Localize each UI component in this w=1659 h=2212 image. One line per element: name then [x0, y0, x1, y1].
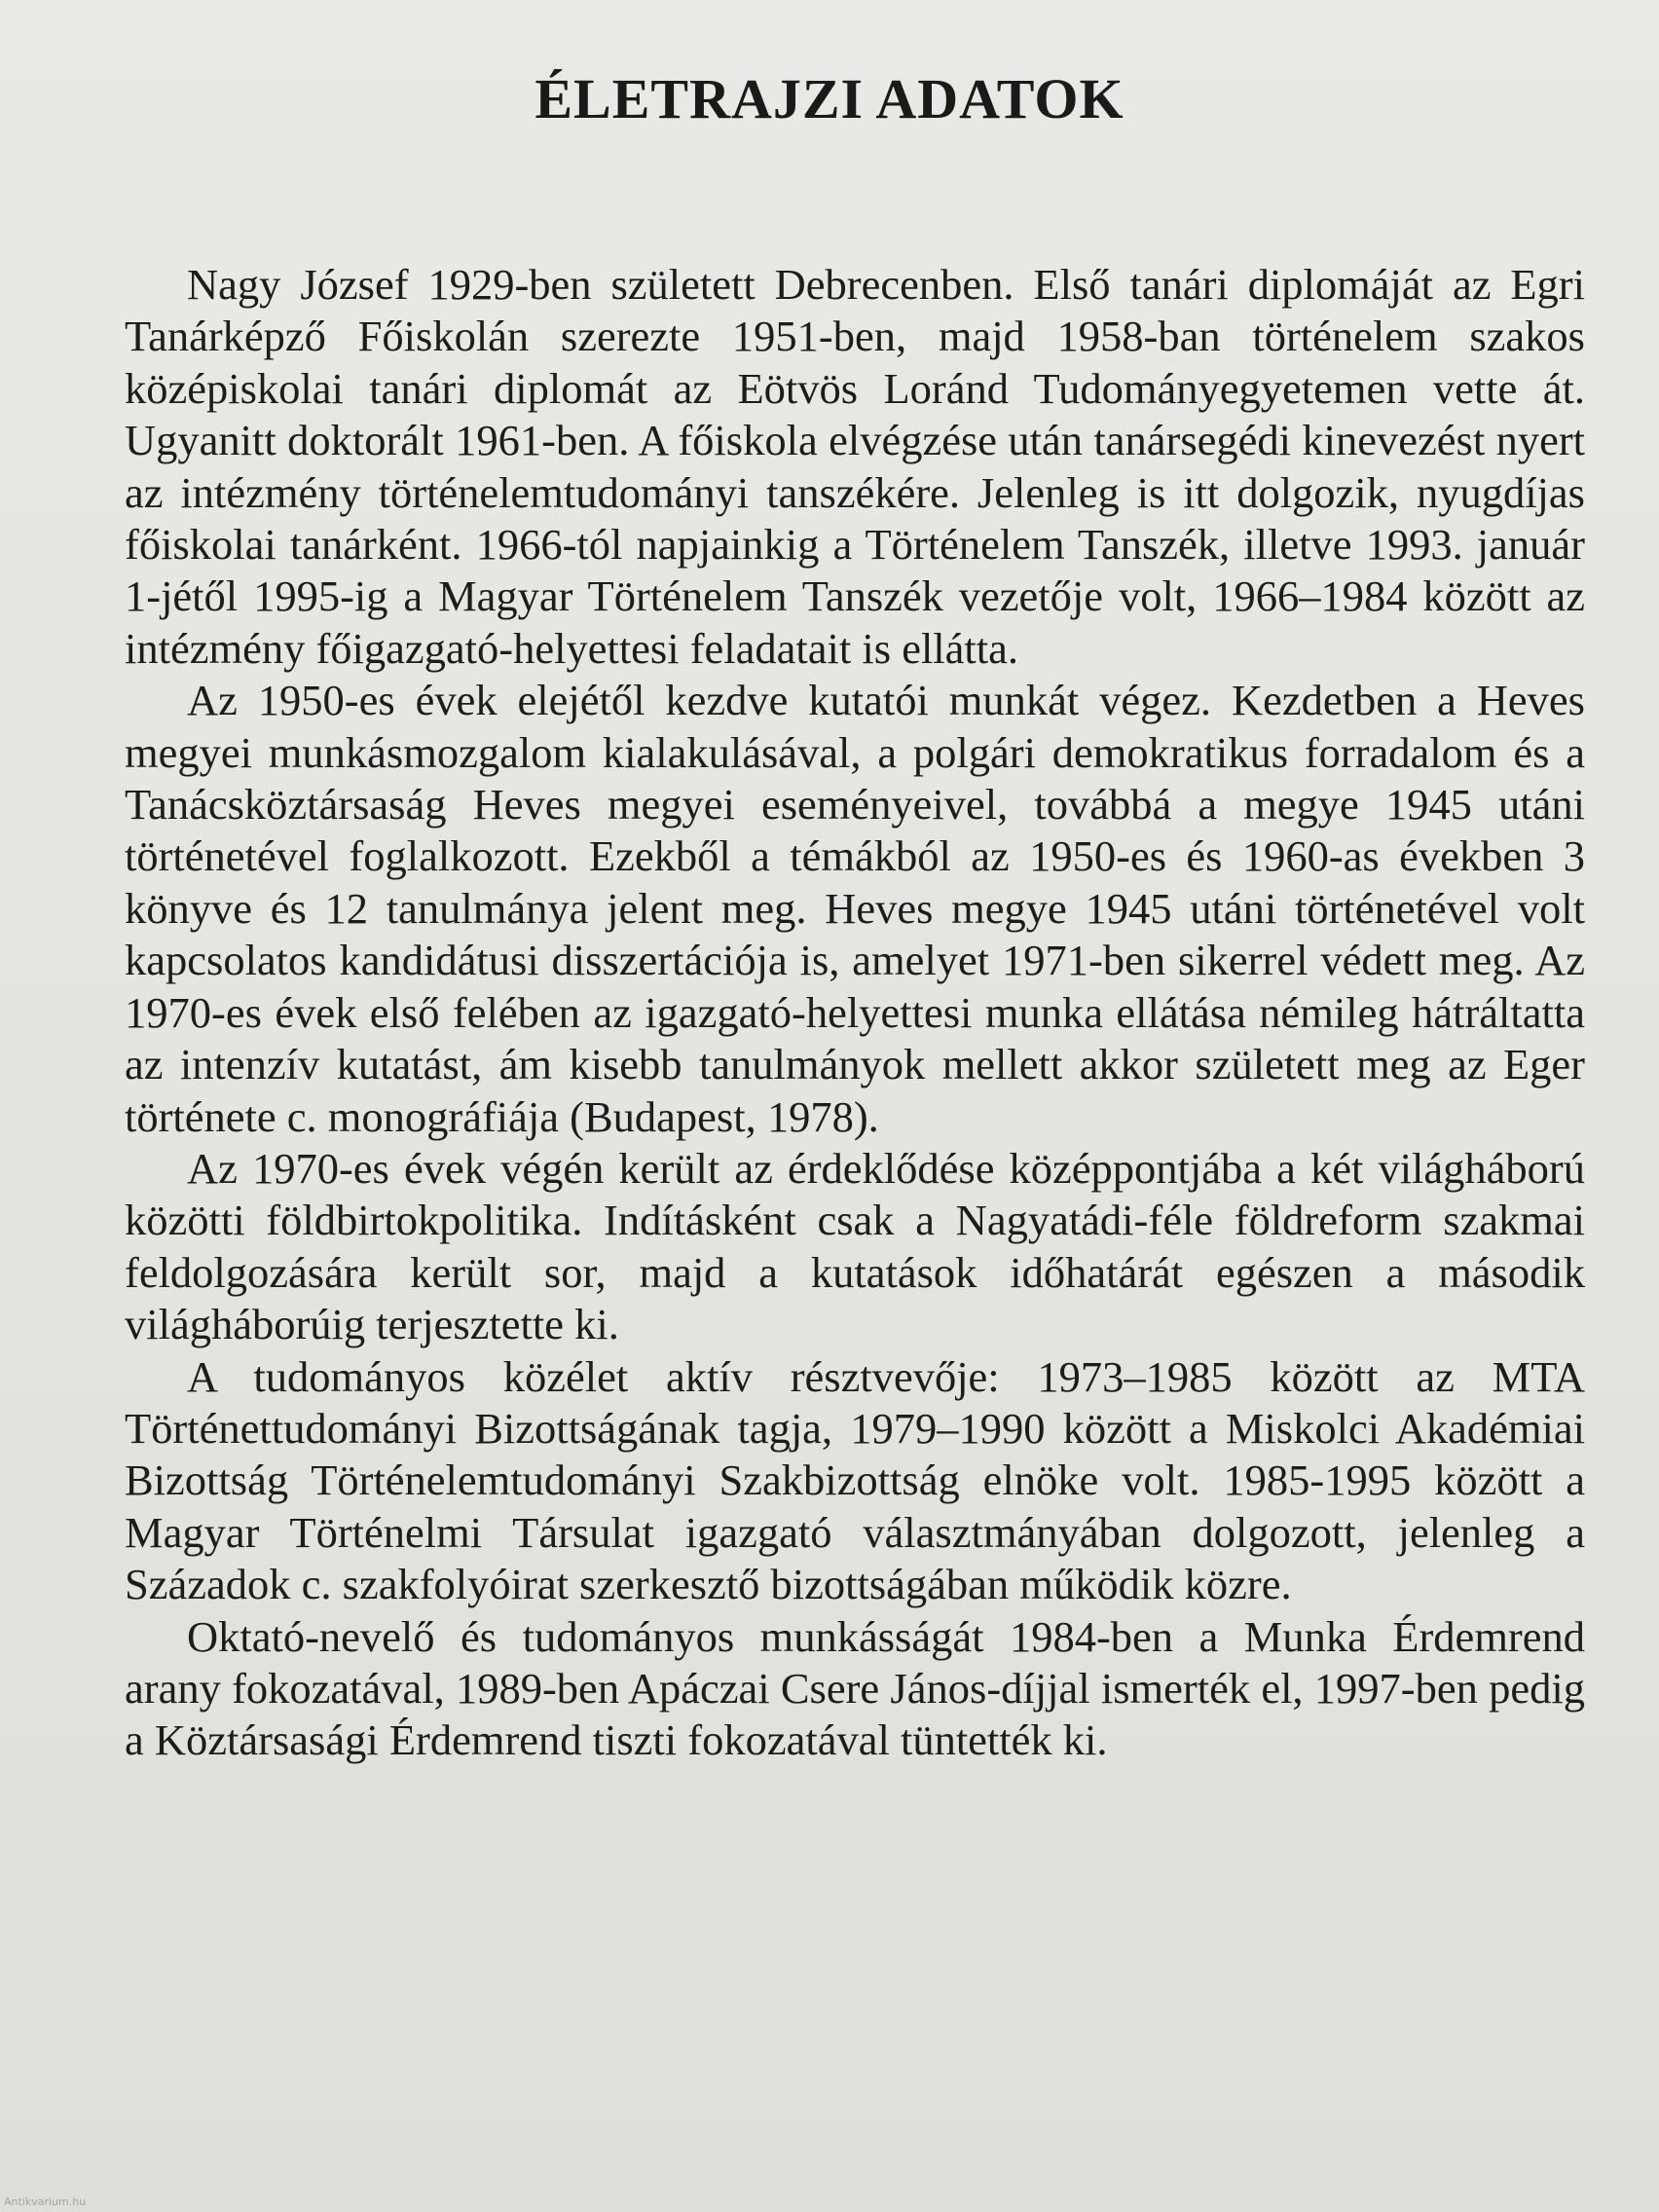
paragraph-biography-intro: Nagy József 1929-ben született Debrecenben. Első tanári diplomáját az Egri Tanárképző Főiskolán szerezte 1951-ben, majd 1958-ban történelem szakos középiskolai tanári diplomát az Eötvös Loránd Tudományegyetemen vette át. Ugyanitt doktorált 1961-ben. A főiskola elvégzése után tanársegédi kinevezést nyert az intézmény történelemtudományi tanszékére. Jelenleg is itt dolgozik, nyugdíjas főiskolai tanárként. 1966-tól napjainkig a Történelem Tanszék, illetve 1993. január 1-jétől 1995-ig a Magyar Történelem Tanszék vezetője volt, 1966–1984 között az intézmény főigazgató-helyettesi feladatait is ellátta. [125, 260, 1585, 673]
paragraph-awards: Oktató-nevelő és tudományos munkásságát 1984-ben a Munka Érdemrend arany fokozatával, 1989-ben Apáczai Csere János-díjjal ismerték el, 1997-ben pedig a Köztársasági Érdemrend tiszti fokozatával tüntették ki. [125, 1611, 1585, 1765]
watermark-text: Antikvarium.hu [4, 2195, 87, 2208]
page-title: ÉLETRAJZI ADATOK [535, 67, 1124, 130]
paragraph-public-roles: A tudományos közélet aktív résztvevője: 1973–1985 között az MTA Történettudományi Bizottságának tagja, 1979–1990 között a Miskolci Akadémiai Bizottság Történelemtudományi Szakbizottság elnöke volt. 1985-1995 között a Magyar Történelmi Társulat igazgató választmányában dolgozott, jelenleg a Századok c. szakfolyóirat szerkesztő bizottságában működik közre. [125, 1351, 1585, 1609]
paragraph-research-early: Az 1950-es évek elejétől kezdve kutatói munkát végez. Kezdetben a Heves megyei munkásmozgalom kialakulásával, a polgári demokratikus forradalom és a Tanácsköztársaság Heves megyei eseményeivel, továbbá a megye 1945 utáni történetével foglalkozott. Ezekből a témákból az 1950-es és 1960-as években 3 könyve és 12 tanulmánya jelent meg. Heves megye 1945 utáni történetével volt kapcsolatos kandidátusi disszertációja is, amelyet 1971-ben sikerrel védett meg. Az 1970-es évek első felében az igazgató-helyettesi munka ellátása némileg hátráltatta az intenzív kutatást, ám kisebb tanulmányok mellett akkor született meg az Eger története c. monográfiája (Budapest, 1978). [125, 676, 1585, 1141]
paragraph-research-later: Az 1970-es évek végén került az érdeklődése középpontjába a két világháború közötti földbirtokpolitika. Indításként csak a Nagyatádi-féle földreform szakmai feldolgozására került sor, majd a kutatások időhatárát egészen a második világháborúig terjesztette ki. [125, 1143, 1585, 1349]
body-text [125, 259, 1585, 1767]
